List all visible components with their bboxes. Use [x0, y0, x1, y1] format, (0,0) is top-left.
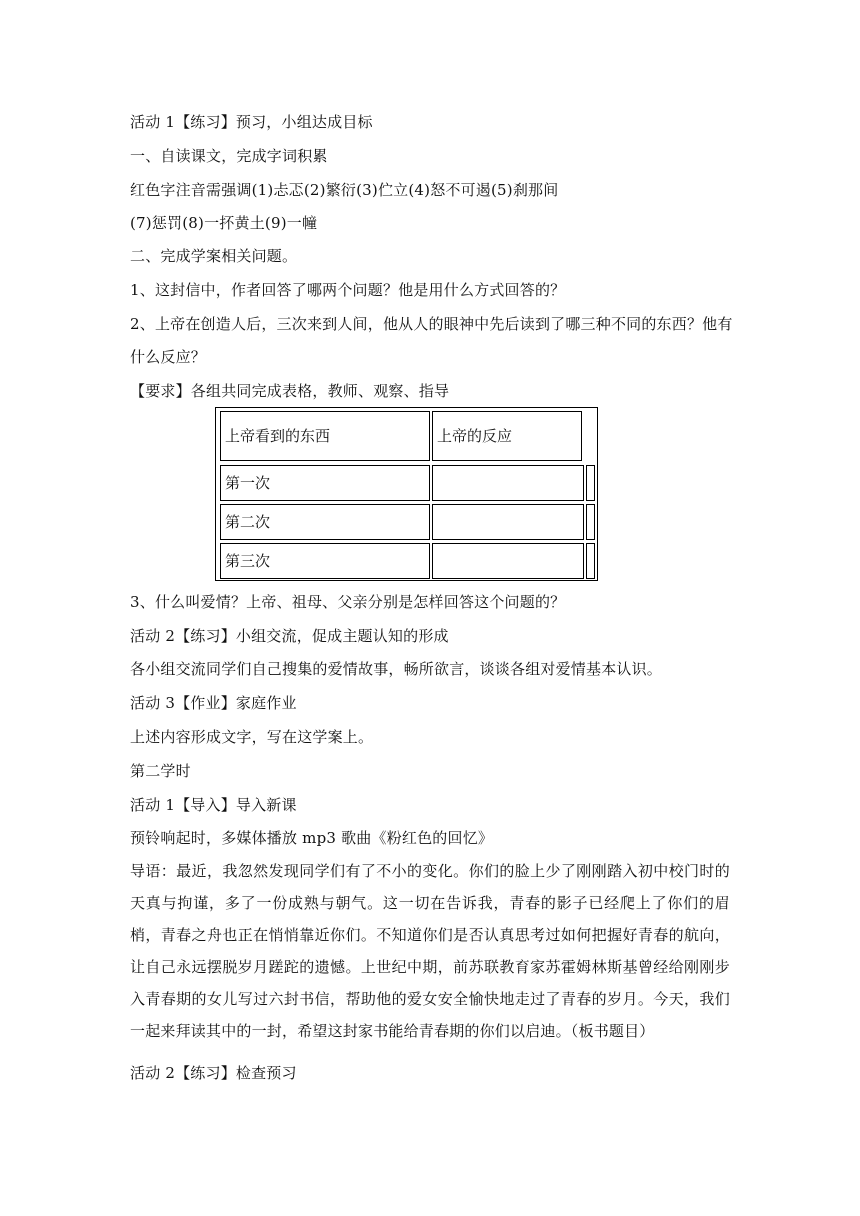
- table-extra-cell: [586, 543, 595, 579]
- table-answer-cell[interactable]: [432, 504, 584, 540]
- table-answer-cell[interactable]: [432, 465, 584, 501]
- question-2-line-1: 2、上帝在创造人后，三次来到人间，他从人的眼神中先后读到了哪三种不同的东西？他有: [130, 315, 733, 333]
- activity-3-body: 上述内容形成文字，写在这学案上。: [130, 728, 374, 746]
- activity-2-heading: 活动 2【练习】小组交流，促成主题认知的形成: [130, 627, 449, 645]
- activity-2-body: 各小组交流同学们自己搜集的爱情故事，畅所欲言，谈谈各组对爱情基本认识。: [130, 660, 663, 678]
- lesson-2-activity-1-heading: 活动 1【导入】导入新课: [130, 796, 297, 814]
- lesson-2-activity-2-heading: 活动 2【练习】检查预习: [130, 1064, 297, 1082]
- table-row-label: 第一次: [220, 465, 430, 501]
- observation-table: [215, 407, 598, 581]
- lesson-2-activity-1-body: 预铃响起时，多媒体播放 mp3 歌曲《粉红色的回忆》: [130, 829, 494, 847]
- question-3: 3、什么叫爱情？上帝、祖母、父亲分别是怎样回答这个问题的？: [130, 593, 566, 611]
- activity-1-heading: 活动 1【练习】预习，小组达成目标: [130, 113, 373, 131]
- vocab-line-1: 红色字注音需强调(1)忐忑(2)繁衍(3)伫立(4)怒不可遏(5)刹那间: [130, 181, 559, 199]
- table-extra-cell: [586, 465, 595, 501]
- section-2-heading: 二、完成学案相关问题。: [130, 247, 298, 265]
- vocab-line-2: (7)惩罚(8)一抔黄土(9)一幢: [130, 214, 318, 232]
- table-header-cell: 上帝看到的东西: [220, 411, 430, 461]
- requirement-line: 【要求】各组共同完成表格，教师、观察、指导: [130, 382, 450, 400]
- intro-paragraph: 导语：最近，我忽然发现同学们有了不小的变化。你们的脸上少了刚刚踏入初中校门时的天真与拘谨，多了一份成熟与朝气。这一切在告诉我，青春的影子已经爬上了你们的眉梢，青春之舟也正在悄悄靠近你们。不知道你们是否认真思考过如何把握好青春的航向，让自己永远摆脱岁月蹉跎的遗憾。上世纪中期，前苏联教育家苏霍姆林斯基曾经给刚刚步入青春期的女儿写过六封书信，帮助他的爱女安全愉快地走过了青春的岁月。今天，我们一起来拜读其中的一封，希望这封家书能给青春期的你们以启迪。（板书题目）: [130, 862, 730, 1040]
- activity-3-heading: 活动 3【作业】家庭作业: [130, 694, 297, 712]
- question-1: 1、这封信中，作者回答了哪两个问题？他是用什么方式回答的？: [130, 281, 566, 299]
- table-row-label: 第二次: [220, 504, 430, 540]
- table-row-label: 第三次: [220, 543, 430, 579]
- table-extra-cell: [586, 504, 595, 540]
- table-answer-cell[interactable]: [432, 543, 584, 579]
- section-1-heading: 一、自读课文，完成字词积累: [130, 147, 328, 165]
- table-header-cell: 上帝的反应: [432, 411, 582, 461]
- question-2-line-2: 什么反应？: [130, 348, 207, 366]
- lesson-2-heading: 第二学时: [130, 762, 191, 780]
